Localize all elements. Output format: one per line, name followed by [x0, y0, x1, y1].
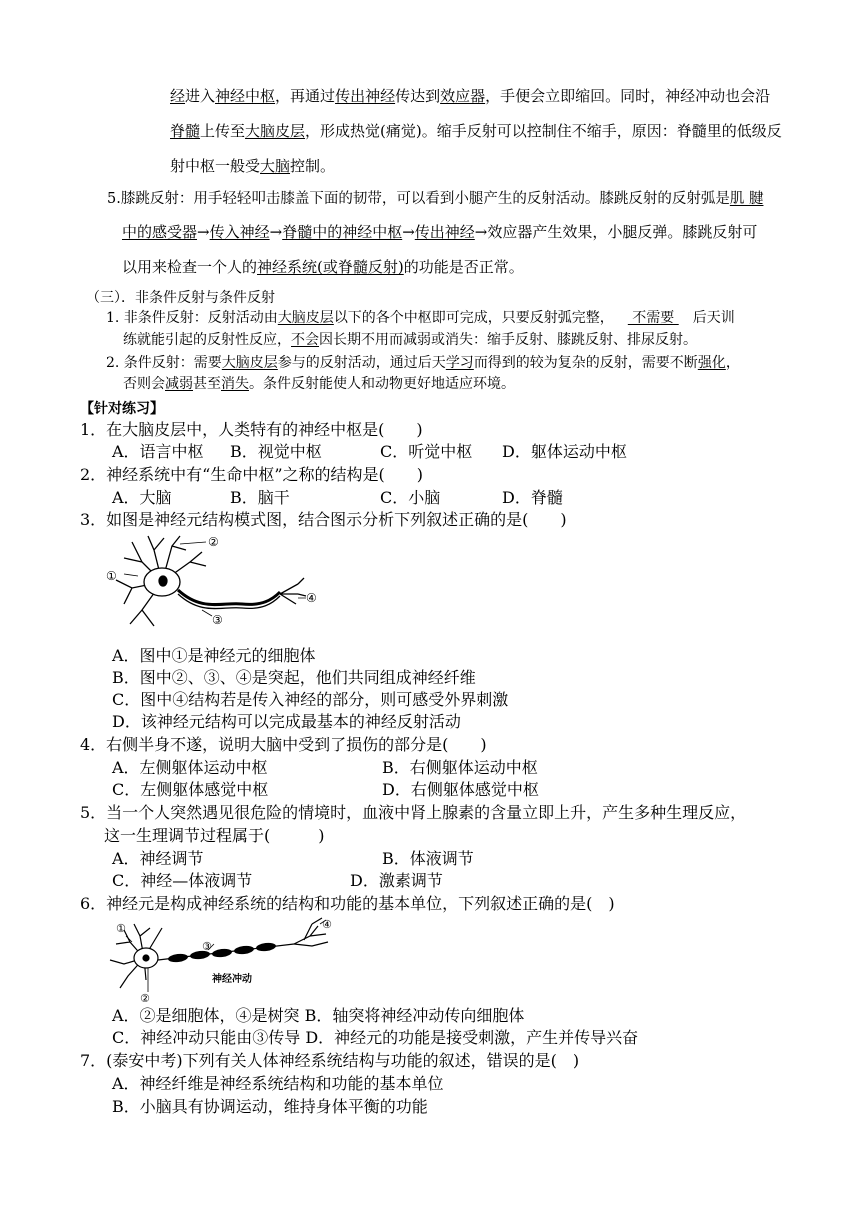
neuron-diagram-1	[102, 532, 322, 632]
question-2-stem: 2．神经系统中有“生命中枢”之称的结构是( )	[80, 465, 424, 484]
question-3-stem: 3．如图是神经元结构模式图，结合图示分析下列叙述正确的是( )	[80, 510, 567, 529]
underlined-term: 传出神经	[335, 87, 396, 105]
knee-line-2: 中的感受器→传入神经→脊髓中的神经中枢→传出神经→效应器产生效果，小腿反弹。膝跳反射可	[122, 223, 758, 241]
question-2-option-a: A．大脑	[112, 488, 172, 507]
question-4-option-d: D．右侧躯体感觉中枢	[382, 780, 539, 799]
question-7-stem: 7．(泰安中考)下列有关人体神经系统结构与功能的叙述，错误的是( )	[80, 1051, 580, 1070]
question-1-stem: 1．在大脑皮层中，人类特有的神经中枢是( )	[80, 420, 423, 439]
underlined-term: 不需要	[627, 310, 679, 326]
intro-line-3: 射中枢一般受大脑控制。	[170, 157, 336, 175]
question-7-option-a: A．神经纤维是神经系统结构和功能的基本单位	[112, 1074, 444, 1093]
underlined-term: 大脑皮层	[245, 122, 306, 140]
question-1-option-a: A．语言中枢	[112, 442, 204, 461]
underlined-term: 神经系统(或脊髓反射)	[257, 258, 404, 276]
diagram-2-caption: 神经冲动	[212, 974, 252, 985]
underlined-term: 脊髓	[170, 122, 201, 140]
underlined-term: 大脑皮层	[277, 310, 334, 326]
underlined-term: 中的感受器	[122, 223, 198, 241]
question-2-option-c: C．小脑	[380, 488, 441, 507]
question-2-option-d: D．脊髓	[502, 488, 563, 507]
diagram-2-label-2: ②	[140, 992, 150, 1002]
underlined-term: 减弱	[165, 376, 193, 392]
underlined-term: 效应器	[440, 87, 486, 105]
question-3-option-b: B．图中②、③、④是突起，他们共同组成神经纤维	[112, 668, 476, 687]
diagram-1-label-2: ②	[208, 535, 219, 549]
question-5-stem-line-1: 5．当一个人突然遇见很危险的情境时，血液中肾上腺素的含量立即上升，产生多种生理反应，	[80, 803, 747, 822]
underlined-term: 大脑皮层	[221, 355, 278, 371]
question-5-stem-line-2: 这一生理调节过程属于( )	[104, 826, 325, 845]
question-4-stem: 4．右侧半身不遂，说明大脑中受到了损伤的部分是( )	[80, 735, 487, 754]
intro-line-2: 脊髓上传至大脑皮层，形成热觉(痛觉)。缩手反射可以控制住不缩手，原因：脊髓里的低级反	[170, 122, 782, 140]
underlined-term: 不会	[291, 332, 319, 348]
underlined-term: 大脑	[260, 157, 291, 175]
underlined-term: 学习	[445, 355, 474, 371]
underlined-term: 传入神经	[209, 223, 270, 241]
diagram-1-label-4: ④	[306, 591, 317, 605]
question-3-option-d: D．该神经元结构可以完成最基本的神经反射活动	[112, 712, 461, 731]
question-5-option-d: D．激素调节	[350, 871, 443, 890]
knee-line-1: 5.膝跳反射：用手轻轻叩击膝盖下面的韧带，可以看到小腿产生的反射活动。膝跳反射的反射弧是肌 腱	[107, 191, 764, 207]
question-1-option-c: C．听觉中枢	[380, 442, 473, 461]
question-4-option-c: C．左侧躯体感觉中枢	[112, 780, 269, 799]
knee-line-3: 以用来检查一个人的神经系统(或脊髓反射)的功能是否正常。	[122, 258, 524, 276]
question-6-options-c-d: C．神经冲动只能由③传导 D．神经元的功能是接受刺激，产生并传导兴奋	[112, 1028, 639, 1047]
conditioned-reflex-line-1: 2. 条件反射：需要大脑皮层参与的反射活动，通过后天学习而得到的较为复杂的反射，需要不断强化，	[106, 355, 740, 371]
diagram-1-label-1: ①	[106, 569, 117, 583]
question-1-option-d: D．躯体运动中枢	[502, 442, 627, 461]
section-3-title: （三）．非条件反射与条件反射	[86, 290, 275, 306]
diagram-2-label-4: ④	[322, 918, 332, 931]
unconditioned-reflex-line-1: 1. 非条件反射：反射活动由大脑皮层以下的各个中枢即可完成，只要反射弧完整， 不需要 后天训	[106, 310, 735, 326]
conditioned-reflex-line-2: 否则会减弱甚至消失。条件反射能使人和动物更好地适应环境。	[123, 376, 515, 392]
question-2-option-b: B．脑干	[230, 488, 290, 507]
question-4-option-a: A．左侧躯体运动中枢	[112, 758, 268, 777]
neuron-diagram-2	[104, 914, 344, 1002]
question-6-options-a-b: A．②是细胞体，④是树突 B．轴突将神经冲动传向细胞体	[112, 1006, 525, 1025]
underlined-term: 消失	[221, 376, 249, 392]
question-7-option-b: B．小脑具有协调运动，维持身体平衡的功能	[112, 1097, 428, 1116]
question-5-option-b: B．体液调节	[382, 849, 474, 868]
unconditioned-reflex-line-2: 练就能引起的反射性反应，不会因长期不用而减弱或消失：缩手反射、膝跳反射、排尿反射。	[123, 332, 697, 348]
diagram-1-label-3: ③	[212, 613, 223, 627]
underlined-term: 脊髓中的神经中枢	[282, 223, 403, 241]
underlined-term: 传出神经	[414, 223, 475, 241]
question-3-option-c: C．图中④结构若是传入神经的部分，则可感受外界刺激	[112, 690, 509, 709]
question-6-stem: 6．神经元是构成神经系统的结构和功能的基本单位，下列叙述正确的是( )	[80, 894, 615, 913]
question-5-option-c: C．神经—体液调节	[112, 871, 253, 890]
underlined-term: 强化	[697, 355, 726, 371]
question-5-option-a: A．神经调节	[112, 849, 204, 868]
diagram-2-label-1: ①	[116, 922, 126, 935]
intro-line-1: 经进入神经中枢，再通过传出神经传达到效应器，手便会立即缩回。同时，神经冲动也会沿	[170, 87, 771, 105]
underlined-term: 经	[170, 87, 186, 105]
diagram-2-label-3: ③	[202, 940, 212, 953]
question-4-option-b: B．右侧躯体运动中枢	[382, 758, 538, 777]
question-3-option-a: A．图中①是神经元的细胞体	[112, 646, 316, 665]
underlined-term: 肌 腱	[729, 191, 764, 207]
question-1-option-b: B．视觉中枢	[230, 442, 322, 461]
underlined-term: 神经中枢	[215, 87, 276, 105]
practice-title: 【针对练习】	[80, 401, 164, 417]
